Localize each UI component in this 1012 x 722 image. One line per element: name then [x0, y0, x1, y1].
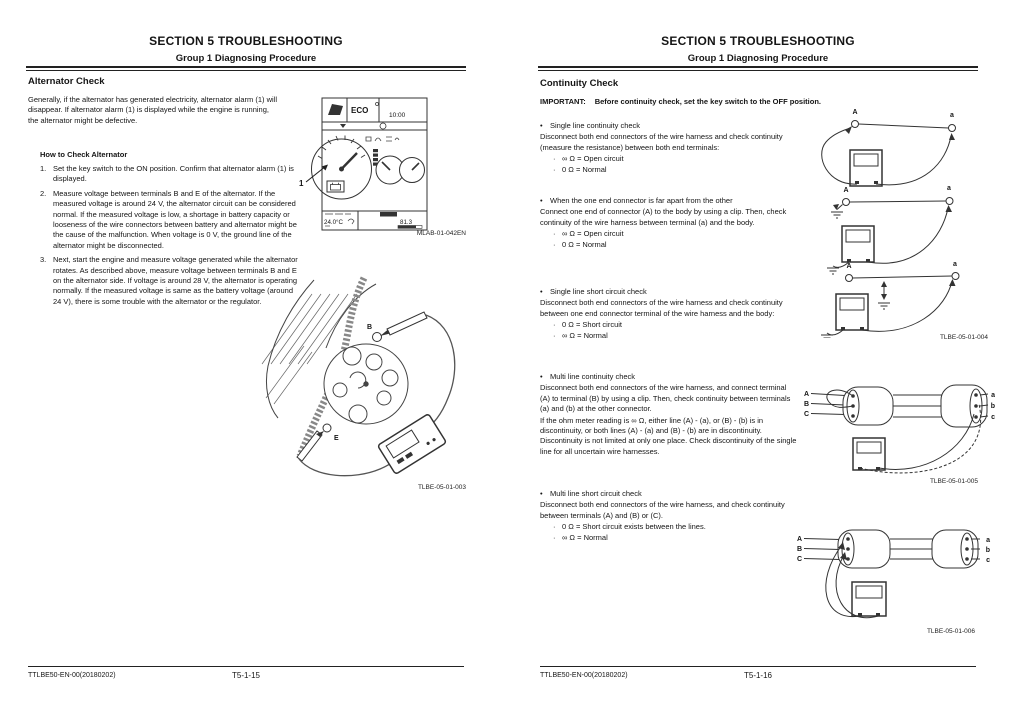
result-item: 0 Ω = Normal [562, 239, 607, 249]
selected-tab [380, 212, 397, 217]
important-label: IMPORTANT: [540, 97, 586, 106]
block-body: Disconnect both end connectors of the wire harness and check continuity between one end connector terminal of the wire harness and the body: [540, 298, 783, 318]
block-body: Disconnect both end connectors of the wire harness, and check continuity between terminals (A) and (B) or (C). [540, 500, 785, 520]
terminal-label: A [803, 391, 809, 398]
eco-label: ECO [351, 106, 369, 115]
terminal-label: a [950, 112, 954, 119]
block-title: When the one end connector is far apart from the other [550, 196, 733, 205]
terminal-label: C [803, 411, 809, 418]
terminal-label: B [803, 401, 809, 408]
fuel-readout: 81.3 [400, 219, 413, 226]
figure-caption: TLBE-05-01-004 [939, 334, 988, 341]
step-text: Set the key switch to the ON position. Confirm that alternator alarm (1) is displayed. [53, 164, 294, 184]
page-title: SECTION 5 TROUBLESHOOTING [661, 34, 855, 48]
figure-caption: TLBE-05-01-003 [417, 484, 466, 491]
monitor-display-figure [294, 93, 436, 235]
subheading: How to Check Alternator [40, 150, 128, 159]
fuel-gauge [400, 158, 425, 183]
result-list [553, 320, 798, 341]
alternator-body [324, 344, 408, 424]
bullet-marker: • [540, 121, 543, 130]
bullet-marker: • [540, 196, 543, 205]
terminal-label: b [990, 403, 995, 410]
temperature-readout: 24.0°C [324, 219, 343, 226]
terminal-label: c [986, 557, 990, 564]
dot-marker: · [553, 330, 556, 340]
alternator-check-figure [254, 276, 469, 481]
result-item: ∞ Ω = Open circuit [562, 154, 624, 164]
doc-code: TTLBE50-EN-00(20180202) [540, 672, 628, 679]
list-item [40, 164, 302, 185]
footer-rule [540, 666, 976, 667]
dot-marker: · [553, 320, 556, 330]
terminal-label: a [947, 185, 951, 192]
list-item [40, 189, 302, 251]
result-item: 0 Ω = Normal [562, 164, 607, 174]
terminal-label: A [852, 109, 858, 116]
dot-marker: · [553, 532, 556, 542]
bullet-marker: • [540, 287, 543, 296]
block-body-2: If the ohm meter reading is ∞ Ω, either line (A) - (a), or (B) - (b) is in discontinuity, or both lines (A) - (a) and (B) - (b) are in discontinuity. Discontinuity is not limited at only one place. Check discontinuity of the single line for all uncertain wire harnesses. [540, 415, 797, 456]
result-item: ∞ Ω = Normal [562, 532, 608, 542]
step-text: Measure voltage between terminals B and E of the alternator. If the measured voltage is around 24 V, the alternator circuit can be considered normal. If the measured voltage is low, a shortage in battery capacity or looseness of the wire connectors between battery and alternator might be the cause of the malfunction. When voltage is 0 V, the ground line of the alternator might be disconnected. [53, 188, 297, 250]
terminal-label: A [843, 187, 849, 194]
result-list [553, 154, 798, 175]
figure-caption: TLBE-05-01-006 [926, 628, 975, 635]
terminal-label: c [991, 414, 995, 421]
block-body: Disconnect both end connectors of the wire harness, and connect terminal (A) to terminal (B) by using a clip. Then, check continuity between terminals (a) and (b) at the other connector. [540, 383, 791, 414]
dot-marker: · [553, 522, 556, 532]
check-block [540, 489, 798, 543]
result-item: ∞ Ω = Open circuit [562, 229, 624, 239]
step-number: 1. [40, 164, 47, 173]
block-body: Disconnect both end connectors of the wire harness and check continuity (measure the resistance) between both end terminals: [540, 132, 783, 152]
result-item: 0 Ω = Short circuit exists between the lines. [562, 522, 706, 532]
page-subtitle: Group 1 Diagnosing Procedure [687, 53, 829, 64]
bucket-icon [328, 104, 343, 115]
check-block [540, 372, 798, 457]
block-title: Multi line continuity check [550, 372, 636, 381]
block-title: Single line continuity check [550, 121, 641, 130]
header-rule [26, 66, 466, 71]
battery-alarm-icon [327, 181, 344, 192]
terminal-label: a [953, 261, 957, 268]
check-block [540, 196, 798, 250]
figure-caption: TLBE-05-01-005 [929, 478, 978, 485]
block-title: Multi line short circuit check [550, 489, 642, 498]
important-note [540, 97, 826, 107]
clock-label: 10:00 [389, 112, 406, 119]
footer-rule [28, 666, 464, 667]
callout-arrow [306, 165, 328, 183]
bullet-marker: • [540, 372, 543, 381]
page-left [26, 0, 466, 722]
page-right [538, 0, 995, 722]
check-block [540, 287, 798, 341]
page-number: T5-1-16 [743, 671, 772, 680]
probe-b [380, 312, 427, 336]
result-item: ∞ Ω = Normal [562, 330, 608, 340]
check-block [540, 121, 798, 175]
result-item: 0 Ω = Short circuit [562, 320, 623, 330]
header-rule [538, 66, 978, 71]
step-text: Next, start the engine and measure voltage generated while the alternator rotates. As described above, measure voltage between terminals B and E on the alternator side. If voltage is around 28 V, the alternator is operating normally. If the measured voltage is same as the battery voltage (around 24 V), there is some trouble with the alternator or the regulator. [53, 255, 298, 306]
result-list [553, 522, 798, 543]
intro-paragraph: Generally, if the alternator has generated electricity, alternator alarm (1) will disappear. If alternator alarm (1) is displayed while the engine is running, the alternator might be defective. [28, 95, 277, 125]
multi-line-continuity-figure [795, 380, 995, 476]
section-heading: Alternator Check [28, 76, 105, 87]
important-text: Before continuity check, set the key switch to the OFF position. [594, 97, 821, 106]
terminal-label: a [986, 537, 990, 544]
bullet-marker: • [540, 489, 543, 498]
terminal-b-label: B [367, 324, 373, 331]
status-icon-strip [366, 137, 399, 141]
page-subtitle: Group 1 Diagnosing Procedure [175, 53, 317, 64]
dot-marker: · [553, 164, 556, 174]
single-line-check-figure [812, 100, 992, 338]
result-list [553, 229, 798, 250]
page-title: SECTION 5 TROUBLESHOOTING [149, 34, 343, 48]
terminal-label: B [796, 546, 802, 553]
terminal-label: b [985, 547, 990, 554]
figure-caption: MLAB-01-042EN [416, 230, 466, 237]
section-heading: Continuity Check [540, 78, 619, 89]
step-number: 2. [40, 188, 47, 198]
terminal-label: A [846, 263, 852, 270]
doc-code: TTLBE50-EN-00(20180202) [28, 672, 116, 679]
terminal-label: C [796, 556, 802, 563]
alert-icon [340, 124, 346, 128]
dot-marker: · [553, 239, 556, 249]
terminal-e [323, 424, 331, 432]
terminal-label: A [796, 536, 802, 543]
block-title: Single line short circuit check [550, 287, 647, 296]
tachometer-gauge [312, 136, 372, 200]
callout-1: 1 [299, 179, 304, 188]
terminal-label: a [991, 392, 995, 399]
page-number: T5-1-15 [231, 671, 260, 680]
mode-icon [380, 123, 386, 129]
terminal-b [373, 333, 382, 342]
terminal-e-label: E [334, 435, 339, 442]
step-number: 3. [40, 255, 47, 265]
dot-marker: · [553, 154, 556, 164]
dot-marker: · [553, 229, 556, 239]
multi-line-short-figure [788, 526, 993, 626]
block-body: Connect one end of connector (A) to the body by using a clip. Then, check continuity of the wire harness between terminal (a) and the body. [540, 207, 787, 227]
